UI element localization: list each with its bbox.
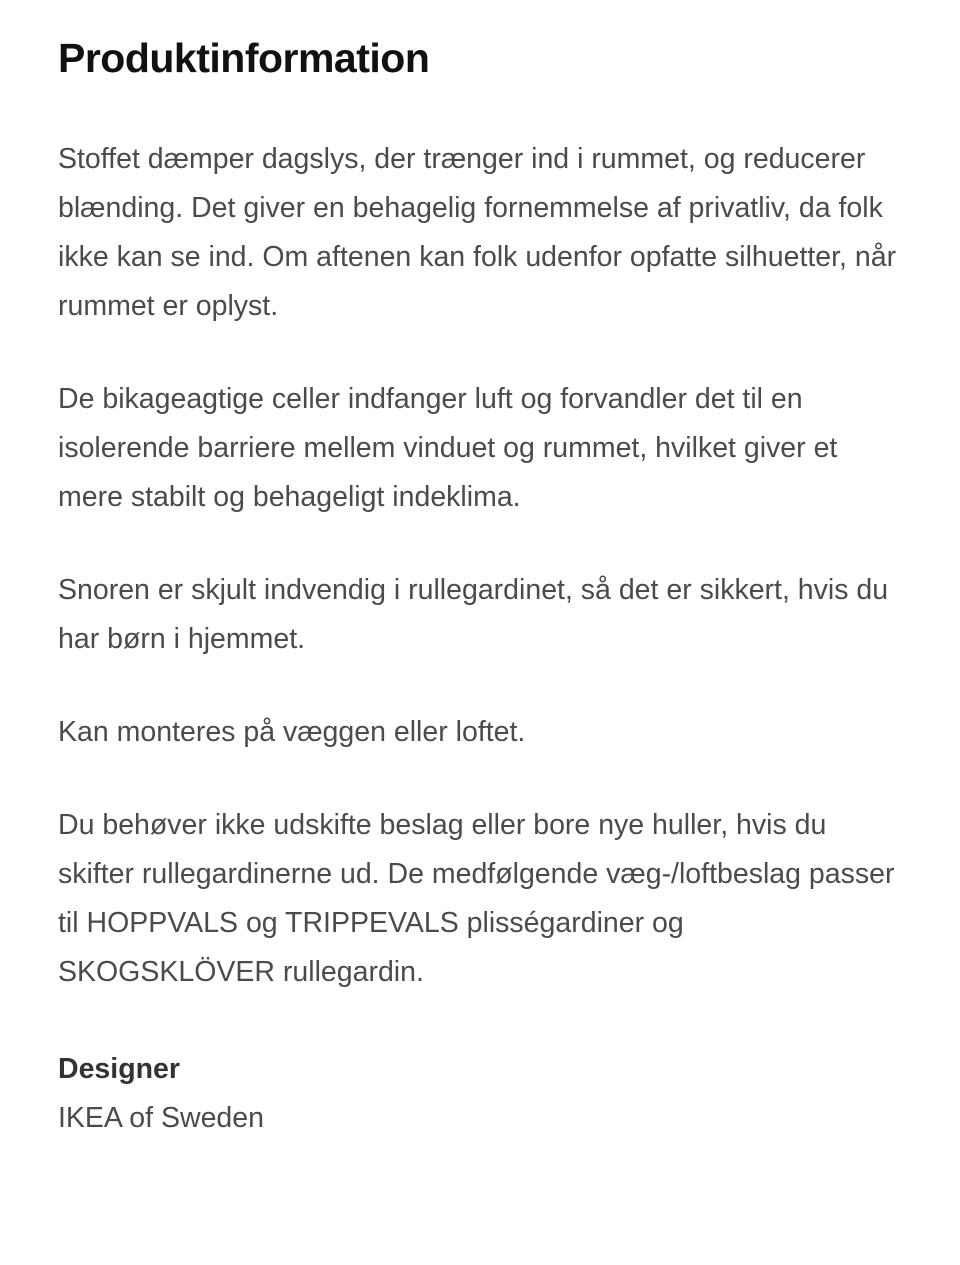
designer-block [58, 1045, 898, 1143]
product-description-paragraph-cord-safety: Snoren er skjult indvendig i rullegardinet, så det er sikkert, hvis du har børn i hjemmet. [58, 574, 889, 656]
product-description-paragraph-brackets: Du behøver ikke udskifte beslag eller bore nye huller, hvis du skifter rullegardinerne ud. De medfølgende væg-/loftbeslag passer til HOPPVALS og TRIPPEVALS plisségardiner og SKOGSKLÖVER rullegardin. [58, 809, 895, 989]
product-description-paragraph-insulation: De bikageagtige celler indfanger luft og forvandler det til en isolerende barriere mellem vinduet og rummet, hvilket giver et mere stabilt og behageligt indeklima. [58, 383, 838, 514]
product-description-paragraph-mounting: Kan monteres på væggen eller loftet. [58, 716, 526, 749]
designer-name: IKEA of Sweden [58, 1102, 264, 1135]
product-description-paragraph-light: Stoffet dæmper dagslys, der trænger ind i rummet, og reducerer blænding. Det giver en behagelig fornemmelse af privatliv, da folk ikke kan se ind. Om aftenen kan folk udenfor opfatte silhuetter, når rummet er oplyst. [58, 143, 897, 323]
designer-heading: Designer [58, 1053, 180, 1086]
page-title: Produktinformation [58, 35, 430, 81]
